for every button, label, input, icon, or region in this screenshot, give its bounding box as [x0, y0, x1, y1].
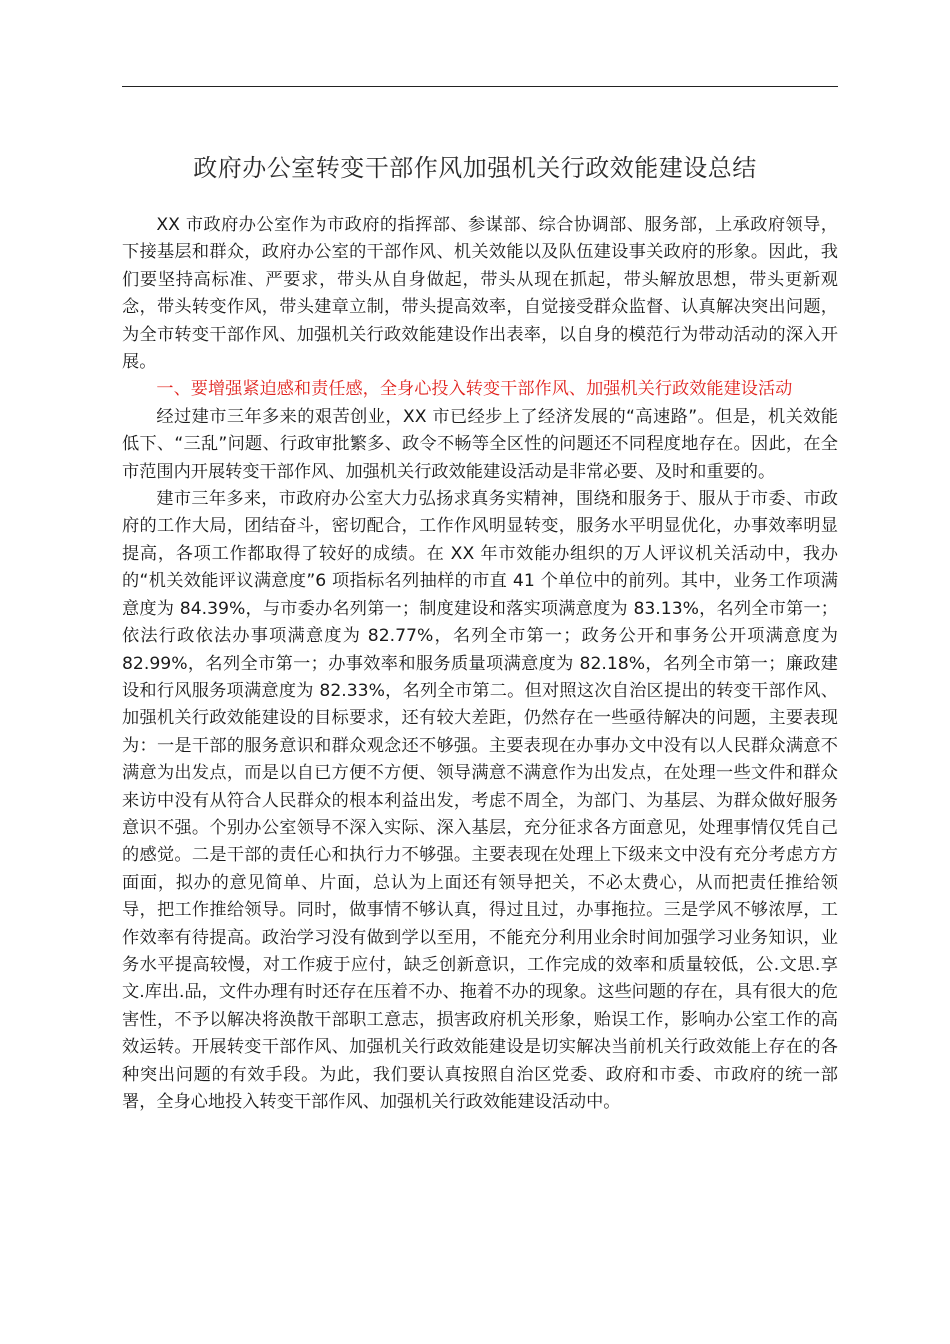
- document-title: 政府办公室转变干部作风加强机关行政效能建设总结: [193, 154, 757, 182]
- body-paragraph: 经过建市三年多来的艰苦创业，XX 市已经步上了经济发展的“高速路”。但是，机关效能低下、“三乱”问题、行政审批繁多、政令不畅等全区性的问题还不同程度地存在。因此，在全市范围内开展转变干部作风、加强机关行政效能建设活动是非常必要、及时和重要的。: [122, 406, 838, 482]
- intro-paragraph: XX 市政府办公室作为市政府的指挥部、参谋部、综合协调部、服务部，上承政府领导，下接基层和群众，政府办公室的干部作风、机关效能以及队伍建设事关政府的形象。因此，我们要坚持高标准、严要求，带头从自身做起，带头从现在抓起，带头解放思想，带头更新观念，带头转变作风，带头建章立制，带头提高效率，自觉接受群众监督、认真解决突出问题，为全市转变干部作风、加强机关行政效能建设作出表率，以自身的模范行为带动活动的深入开展。: [122, 215, 838, 373]
- body-paragraph: 建市三年多来，市政府办公室大力弘扬求真务实精神，围绕和服务于、服从于市委、市政府的工作大局，团结奋斗，密切配合，工作作风明显转变，服务水平明显优化，办事效率明显提高，各项工作都取得了较好的成绩。在 XX 年市效能办组织的万人评议机关活动中，我办的“机关效能评议满意度”6 项指标名列抽样的市直 41 个单位中的前列。其中，业务工作项满意度为 84.39%，与市委办名列第一；制度建设和落实项满意度为 83.13%，名列全市第一；依法行政依法办事项满意度为 82.77%，名列全市第一；政务公开和事务公开项满意度为 82.99%，名列全市第一；办事效率和服务质量项满意度为 82.18%，名列全市第一；廉政建设和行风服务项满意度为 82.33%，名列全市第二。但对照这次自治区提出的转变干部作风、加强机关行政效能建设的目标要求，还有较大差距，仍然存在一些亟待解决的问题，主要表现为：一是干部的服务意识和群众观念还不够强。主要表现在办事办文中没有以人民群众满意不满意为出发点，而是以自已方便不方便、领导满意不满意作为出发点，在处理一些文件和群众来访中没有从符合人民群众的根本利益出发，考虑不周全，为部门、为基层、为群众做好服务意识不强。个别办公室领导不深入实际、深入基层，充分征求各方面意见，处理事情仅凭自己的感觉。二是干部的责任心和执行力不够强。主要表现在处理上下级来文中没有充分考虑方方面面，拟办的意见简单、片面，总认为上面还有领导把关，不必太费心，从而把责任推给领导，把工作推给领导。同时，做事情不够认真，得过且过，办事拖拉。三是学风不够浓厚，工作效率有待提高。政治学习没有做到学以至用，不能充分利用业余时间加强学习业务知识，业务水平提高较慢，对工作疲于应付，缺乏创新意识，工作完成的效率和质量较低，公.文思.享文.库出.品，文件办理有时还存在压着不办、拖着不办的现象。这些问题的存在，具有很大的危害性，不予以解决将涣散干部职工意志，损害政府机关形象，贻误工作，影响办公室工作的高效运转。开展转变干部作风、加强机关行政效能建设是切实解决当前机关行政效能上存在的各种突出问题的有效手段。为此，我们要认真按照自治区党委、政府和市委、市政府的统一部署，全身心地投入转变干部作风、加强机关行政效能建设活动中。: [122, 489, 838, 1112]
- section-heading: 一、要增强紧迫感和责任感，全身心投入转变干部作风、加强机关行政效能建设活动: [156, 379, 793, 400]
- header-rule: [122, 86, 838, 87]
- document-body: [122, 212, 838, 1116]
